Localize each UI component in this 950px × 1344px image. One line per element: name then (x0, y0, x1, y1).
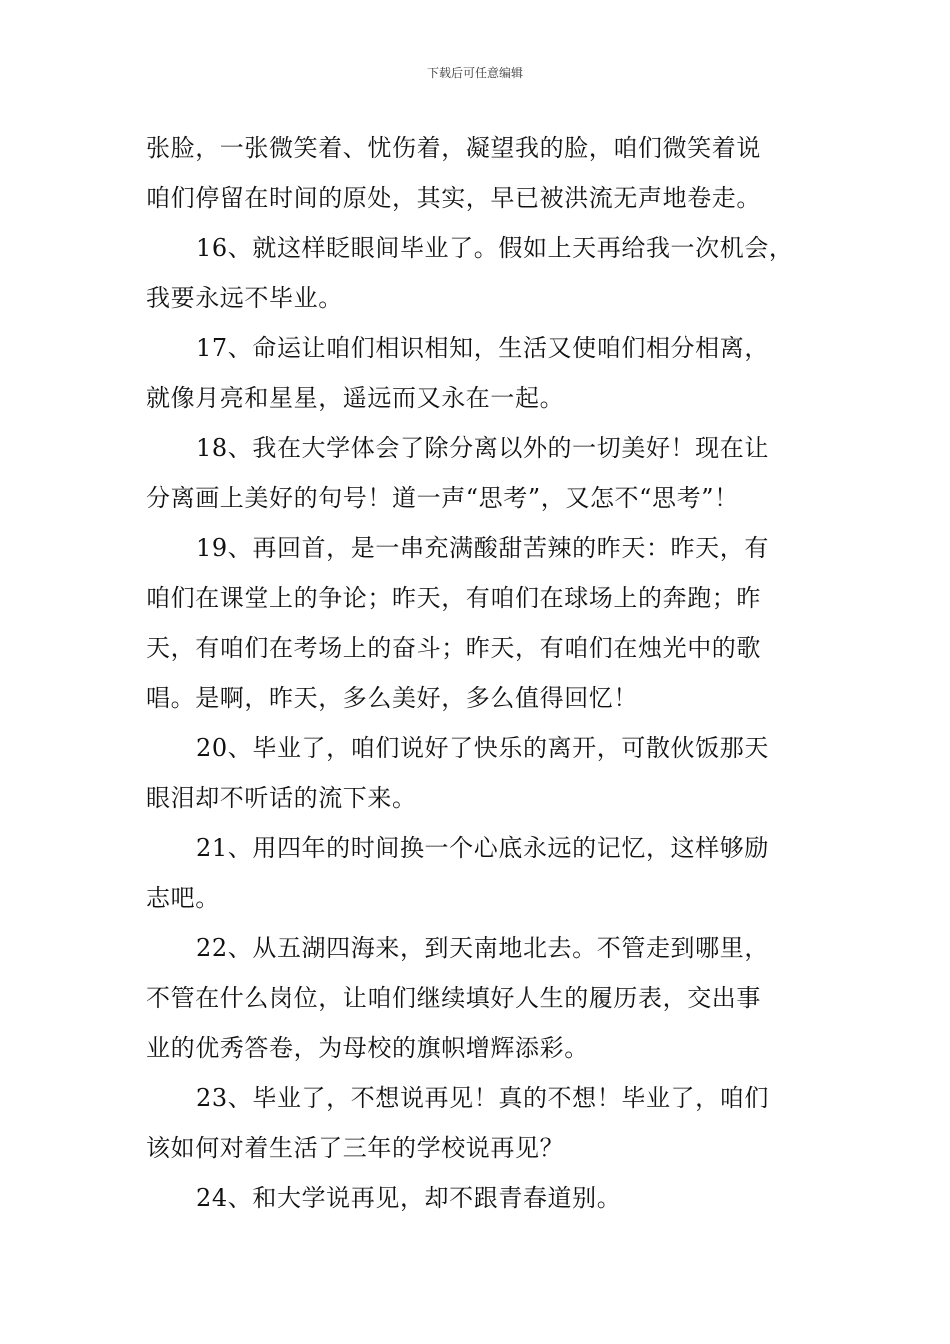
paragraph-17-start: 17、命运让咱们相识相知，生活又使咱们相分相离， (196, 334, 769, 362)
paragraph-20-start: 20、毕业了，咱们说好了快乐的离开，可散伙饭那天 (196, 734, 769, 762)
paragraph-23-start: 23、毕业了，不想说再见！真的不想！毕业了，咱们 (196, 1084, 769, 1112)
paragraph-19-start: 19、再回首，是一串充满酸甜苦辣的昨天：昨天，有 (196, 534, 769, 562)
text-line: 咱们在课堂上的争论；昨天，有咱们在球场上的奔跑；昨 (146, 584, 761, 612)
paragraph-22-start: 22、从五湖四海来，到天南地北去。不管走到哪里， (196, 934, 769, 962)
text-line: 该如何对着生活了三年的学校说再见？ (146, 1134, 565, 1162)
page-header: 下载后可任意编辑 (426, 66, 523, 80)
text-line: 分离画上美好的句号！道一声“思考”，又怎不“思考”！ (146, 484, 739, 512)
text-line: 志吧。 (146, 884, 220, 912)
text-line: 我要永远不毕业。 (146, 284, 343, 312)
text-line: 张脸，一张微笑着、忧伤着，凝望我的脸，咱们微笑着说 (146, 134, 761, 162)
paragraph-18-start: 18、我在大学体会了除分离以外的一切美好！现在让 (196, 434, 769, 462)
text-line: 咱们停留在时间的原处，其实，早已被洪流无声地卷走。 (146, 184, 761, 212)
paragraph-24-start: 24、和大学说再见，却不跟青春道别。 (196, 1184, 622, 1212)
text-line: 唱。是啊，昨天，多么美好，多么值得回忆！ (146, 684, 638, 712)
text-line: 就像月亮和星星，遥远而又永在一起。 (146, 384, 565, 412)
paragraph-16-start: 16、就这样眨眼间毕业了。假如上天再给我一次机会， (196, 234, 794, 262)
paragraph-21-start: 21、用四年的时间换一个心底永远的记忆，这样够励 (196, 834, 769, 862)
text-line: 业的优秀答卷，为母校的旗帜增辉添彩。 (146, 1034, 589, 1062)
text-line: 天，有咱们在考场上的奋斗；昨天，有咱们在烛光中的歌 (146, 634, 761, 662)
text-line: 不管在什么岗位，让咱们继续填好人生的履历表，交出事 (146, 984, 761, 1012)
text-line: 眼泪却不听话的流下来。 (146, 784, 417, 812)
